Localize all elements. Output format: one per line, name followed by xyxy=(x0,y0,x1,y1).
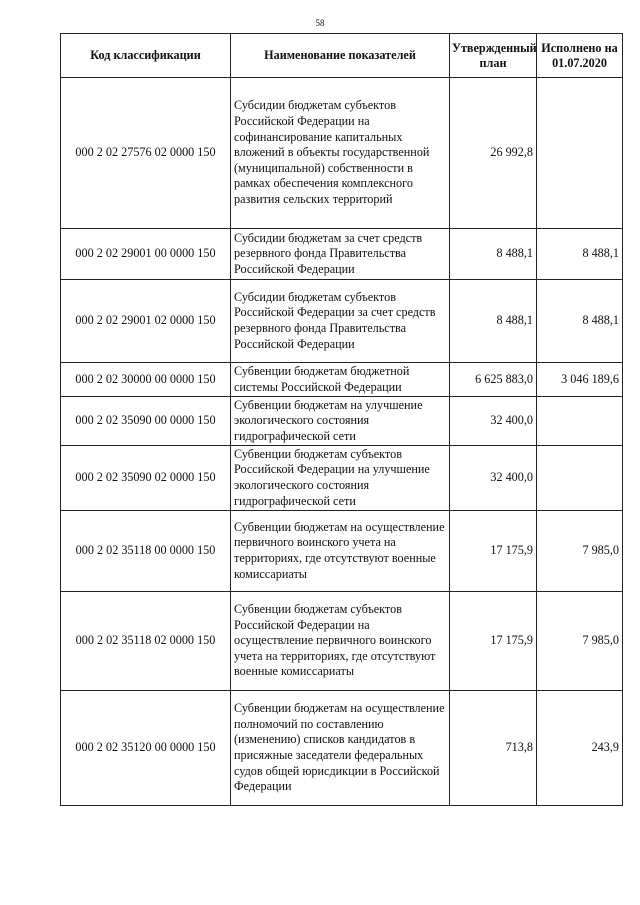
table-header-row xyxy=(61,34,623,78)
row-code: 000 2 02 35118 02 0000 150 xyxy=(61,592,231,691)
row-name: Субсидии бюджетам за счет средств резервного фонда Правительства Российской Федерации xyxy=(231,229,450,280)
row-plan: 26 992,8 xyxy=(450,78,537,229)
table-row xyxy=(61,229,623,280)
row-plan: 17 175,9 xyxy=(450,592,537,691)
table-row xyxy=(61,691,623,806)
row-plan: 6 625 883,0 xyxy=(450,363,537,397)
row-code: 000 2 02 29001 02 0000 150 xyxy=(61,280,231,363)
row-executed xyxy=(537,446,623,511)
page-number: 58 xyxy=(315,18,325,28)
row-name: Субсидии бюджетам субъектов Российской Федерации на софинансирование капитальных вложений в объекты государственной (муниципальной) собственности в рамках обеспечения комплексного развития сельских территорий xyxy=(231,78,450,229)
table-row xyxy=(61,363,623,397)
row-plan: 8 488,1 xyxy=(450,229,537,280)
row-plan: 32 400,0 xyxy=(450,446,537,511)
row-executed: 8 488,1 xyxy=(537,229,623,280)
row-name: Субвенции бюджетам на улучшение экологического состояния гидрографической сети xyxy=(231,397,450,446)
table-row xyxy=(61,280,623,363)
row-code: 000 2 02 35090 00 0000 150 xyxy=(61,397,231,446)
row-code: 000 2 02 35120 00 0000 150 xyxy=(61,691,231,806)
table-row xyxy=(61,78,623,229)
header-code: Код классификации xyxy=(61,34,231,78)
row-plan: 8 488,1 xyxy=(450,280,537,363)
row-executed: 3 046 189,6 xyxy=(537,363,623,397)
row-name: Субвенции бюджетам бюджетной системы Российской Федерации xyxy=(231,363,450,397)
row-name: Субсидии бюджетам субъектов Российской Федерации за счет средств резервного фонда Правительства Российской Федерации xyxy=(231,280,450,363)
row-name: Субвенции бюджетам субъектов Российской Федерации на осуществление первичного воинского учета на территориях, где отсутствуют военные комиссариаты xyxy=(231,592,450,691)
header-name: Наименование показателей xyxy=(231,34,450,78)
header-executed: Исполнено на 01.07.2020 xyxy=(537,34,623,78)
row-executed: 243,9 xyxy=(537,691,623,806)
row-executed xyxy=(537,397,623,446)
row-plan: 32 400,0 xyxy=(450,397,537,446)
row-executed: 8 488,1 xyxy=(537,280,623,363)
row-name: Субвенции бюджетам на осуществление первичного воинского учета на территориях, где отсутствуют военные комиссариаты xyxy=(231,511,450,592)
row-code: 000 2 02 35118 00 0000 150 xyxy=(61,511,231,592)
row-plan: 17 175,9 xyxy=(450,511,537,592)
row-plan: 713,8 xyxy=(450,691,537,806)
table-row xyxy=(61,592,623,691)
row-code: 000 2 02 30000 00 0000 150 xyxy=(61,363,231,397)
table-row xyxy=(61,446,623,511)
row-executed: 7 985,0 xyxy=(537,592,623,691)
table-row xyxy=(61,511,623,592)
row-executed: 7 985,0 xyxy=(537,511,623,592)
row-name: Субвенции бюджетам субъектов Российской Федерации на улучшение экологического состояния гидрографической сети xyxy=(231,446,450,511)
row-code: 000 2 02 27576 02 0000 150 xyxy=(61,78,231,229)
row-code: 000 2 02 29001 00 0000 150 xyxy=(61,229,231,280)
row-executed xyxy=(537,78,623,229)
row-name: Субвенции бюджетам на осуществление полномочий по составлению (изменению) списков кандидатов в присяжные заседатели федеральных судов общей юрисдикции в Российской Федерации xyxy=(231,691,450,806)
header-plan: Утвержденный план xyxy=(450,34,537,78)
table-row xyxy=(61,397,623,446)
row-code: 000 2 02 35090 02 0000 150 xyxy=(61,446,231,511)
budget-table xyxy=(60,33,623,806)
